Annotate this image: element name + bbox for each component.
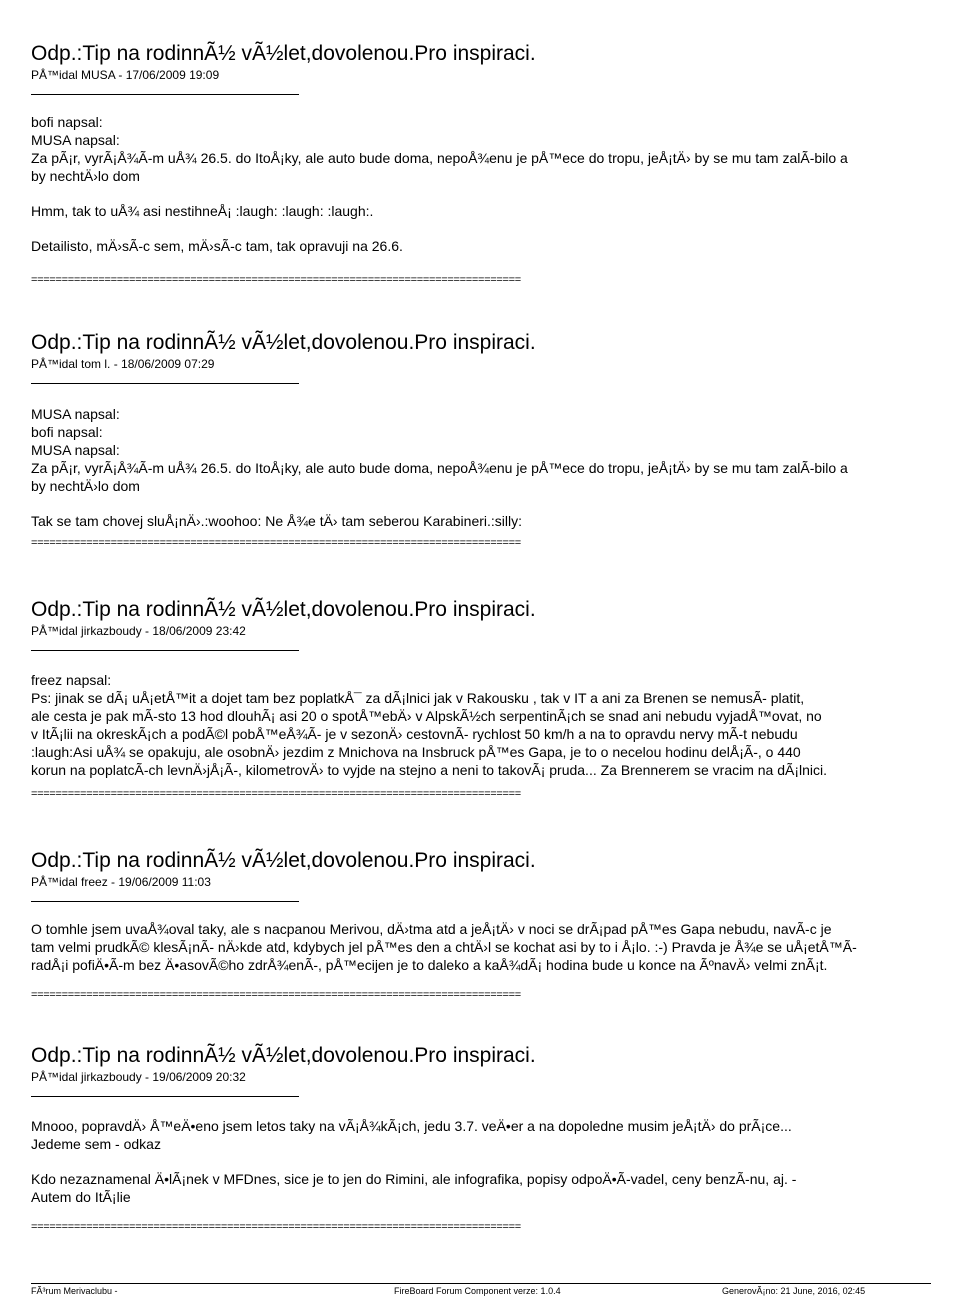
page-footer	[31, 1283, 931, 1296]
post-separator: ================================================================================	[31, 537, 521, 549]
post-body	[31, 1117, 960, 1206]
post-3	[31, 597, 960, 801]
body-line: bofi napsal:	[31, 424, 103, 440]
post-1	[31, 41, 960, 287]
post-divider	[31, 383, 299, 384]
body-line: v ItÃ¡lii na okreskÃ¡ch a podÃ©l pobÅ™eÅ¾Ã- je v sezonÄ› cestovnÃ- rychlost 50 km/h a na to opravdu nervy mÃ-t nebudu	[31, 726, 798, 742]
post-meta: PÅ™idal jirkazboudy - 19/06/2009 20:32	[31, 1070, 246, 1084]
body-line: tam velmi prudkÃ© klesÃ¡nÃ- nÄ›kde atd, kdybych jel pÅ™es den a chtÄ›l se kochat asi by to i Å¡lo. :-) Pravda je Å¾e se uÅ¡etÅ™Ã-	[31, 939, 857, 955]
post-title: Odp.:Tip na rodinnÃ½ vÃ½let,dovolenou.Pro inspiraci.	[31, 1044, 536, 1067]
post-body	[31, 113, 960, 255]
body-line: MUSA napsal:	[31, 442, 120, 458]
post-divider	[31, 94, 299, 95]
body-line: freez napsal:	[31, 672, 112, 688]
body-line: :laugh:Asi uÅ¾ se opakuju, ale osobnÄ› jezdim z Mnichova na Insbruck pÅ™es Gapa, je to o necelou hodinu delÅ¡Ã-, o 440	[31, 744, 801, 760]
post-separator: ================================================================================	[31, 788, 521, 800]
post-divider	[31, 901, 299, 902]
footer-generated-date: GenerovÃ¡no: 21 June, 2016, 02:45	[722, 1286, 866, 1296]
footer-component-version: FireBoard Forum Component verze: 1.0.4	[394, 1286, 561, 1296]
post-meta: PÅ™idal tom l. - 18/06/2009 07:29	[31, 357, 215, 371]
body-gap	[31, 220, 960, 237]
body-line: Jedeme sem - odkaz	[31, 1136, 161, 1152]
post-divider	[31, 650, 299, 651]
body-line: Ps: jinak se dÃ¡ uÅ¡etÅ™it a dojet tam bez poplatkÅ¯ za dÃ¡lnici jak v Rakousku , tak v IT a ani za Brenen se nemusÃ- platit,	[31, 690, 805, 706]
post-meta: PÅ™idal MUSA - 17/06/2009 19:09	[31, 68, 220, 82]
body-line: by nechtÄ›lo dom	[31, 478, 140, 494]
post-body	[31, 405, 960, 530]
post-5	[31, 1043, 960, 1234]
body-line: Kdo nezaznamenal Ä•lÃ¡nek v MFDnes, sice je to jen do Rimini, ale infografika, popisy odpoÄ•Ã-vadel, ceny benzÃ-nu, aj. -	[31, 1171, 797, 1187]
body-gap	[31, 495, 960, 512]
post-title: Odp.:Tip na rodinnÃ½ vÃ½let,dovolenou.Pro inspiraci.	[31, 331, 536, 354]
post-2	[31, 330, 960, 550]
body-line: MUSA napsal:	[31, 132, 120, 148]
body-line: by nechtÄ›lo dom	[31, 168, 140, 184]
body-line: Za pÃ¡r, vyrÃ¡Å¾Ã-m uÅ¾ 26.5. do ItoÅ¡ky, ale auto bude doma, nepoÅ¾enu je pÅ™ece do tropu, jeÅ¡tÄ› by se mu tam zalÃ-bilo a	[31, 150, 848, 166]
body-gap	[31, 1153, 960, 1170]
body-line: Mnooo, popravdÄ› Å™eÄ•eno jsem letos taky na vÃ¡Å¾kÃ¡ch, jedu 3.7. veÄ•er a na dopoledne musim jeÅ¡tÄ› do prÃ¡ce...	[31, 1118, 792, 1134]
post-meta: PÅ™idal jirkazboudy - 18/06/2009 23:42	[31, 624, 246, 638]
body-line: Detailisto, mÄ›sÃ-c sem, mÄ›sÃ-c tam, tak opravuji na 26.6.	[31, 238, 403, 254]
body-line: Autem do ItÃ¡lie	[31, 1189, 131, 1205]
post-title: Odp.:Tip na rodinnÃ½ vÃ½let,dovolenou.Pro inspiraci.	[31, 598, 536, 621]
body-line: MUSA napsal:	[31, 406, 120, 422]
post-body	[31, 920, 960, 974]
body-line: Tak se tam chovej sluÅ¡nÄ›.:woohoo: Ne Å¾e tÄ› tam seberou Karabineri.:silly:	[31, 513, 522, 529]
body-line: Hmm, tak to uÅ¾ asi nestihneÅ¡ :laugh: :laugh: :laugh:.	[31, 203, 374, 219]
post-separator: ================================================================================	[31, 989, 521, 1001]
post-title: Odp.:Tip na rodinnÃ½ vÃ½let,dovolenou.Pro inspiraci.	[31, 42, 536, 65]
footer-forum-name: FÃ³rum Merivaclubu -	[31, 1286, 118, 1296]
body-line: Za pÃ¡r, vyrÃ¡Å¾Ã-m uÅ¾ 26.5. do ItoÅ¡ky, ale auto bude doma, nepoÅ¾enu je pÅ™ece do tropu, jeÅ¡tÄ› by se mu tam zalÃ-bilo a	[31, 460, 848, 476]
body-line: bofi napsal:	[31, 114, 103, 130]
body-line: ale cesta je pak mÃ-sto 13 hod dlouhÃ¡ asi 20 o spotÅ™ebÄ› v AlpskÃ½ch serpentinÃ¡ch se snad ani nebudu vyjadÅ™ovat, no	[31, 708, 822, 724]
body-line: korun na poplatcÃ-ch levnÄ›jÅ¡Ã-, kilometrovÄ› to vyjde na stejno a neni to takovÃ¡ pruda... Za Brennerem se vracim na dÃ¡lnici.	[31, 762, 828, 778]
body-line: radÅ¡i pofiÄ•Ã-m bez Ä•asovÃ©ho zdrÅ¾enÃ-, pÅ™ecijen je to daleko a kaÅ¾dÃ¡ hodina bude u konce na ÃºnavÄ› velmi znÃ¡t.	[31, 957, 828, 973]
post-divider	[31, 1096, 299, 1097]
post-separator: ================================================================================	[31, 274, 521, 286]
post-separator: ================================================================================	[31, 1221, 521, 1233]
body-gap	[31, 185, 960, 202]
post-4	[31, 848, 960, 1002]
post-meta: PÅ™idal freez - 19/06/2009 11:03	[31, 875, 211, 889]
post-body	[31, 671, 960, 779]
post-title: Odp.:Tip na rodinnÃ½ vÃ½let,dovolenou.Pro inspiraci.	[31, 849, 536, 872]
body-line: O tomhle jsem uvaÅ¾oval taky, ale s nacpanou Merivou, dÄ›tma atd a jeÅ¡tÄ› v noci se drÃ¡pad pÅ™es Gapa nebudu, navÃ-c je	[31, 921, 832, 937]
